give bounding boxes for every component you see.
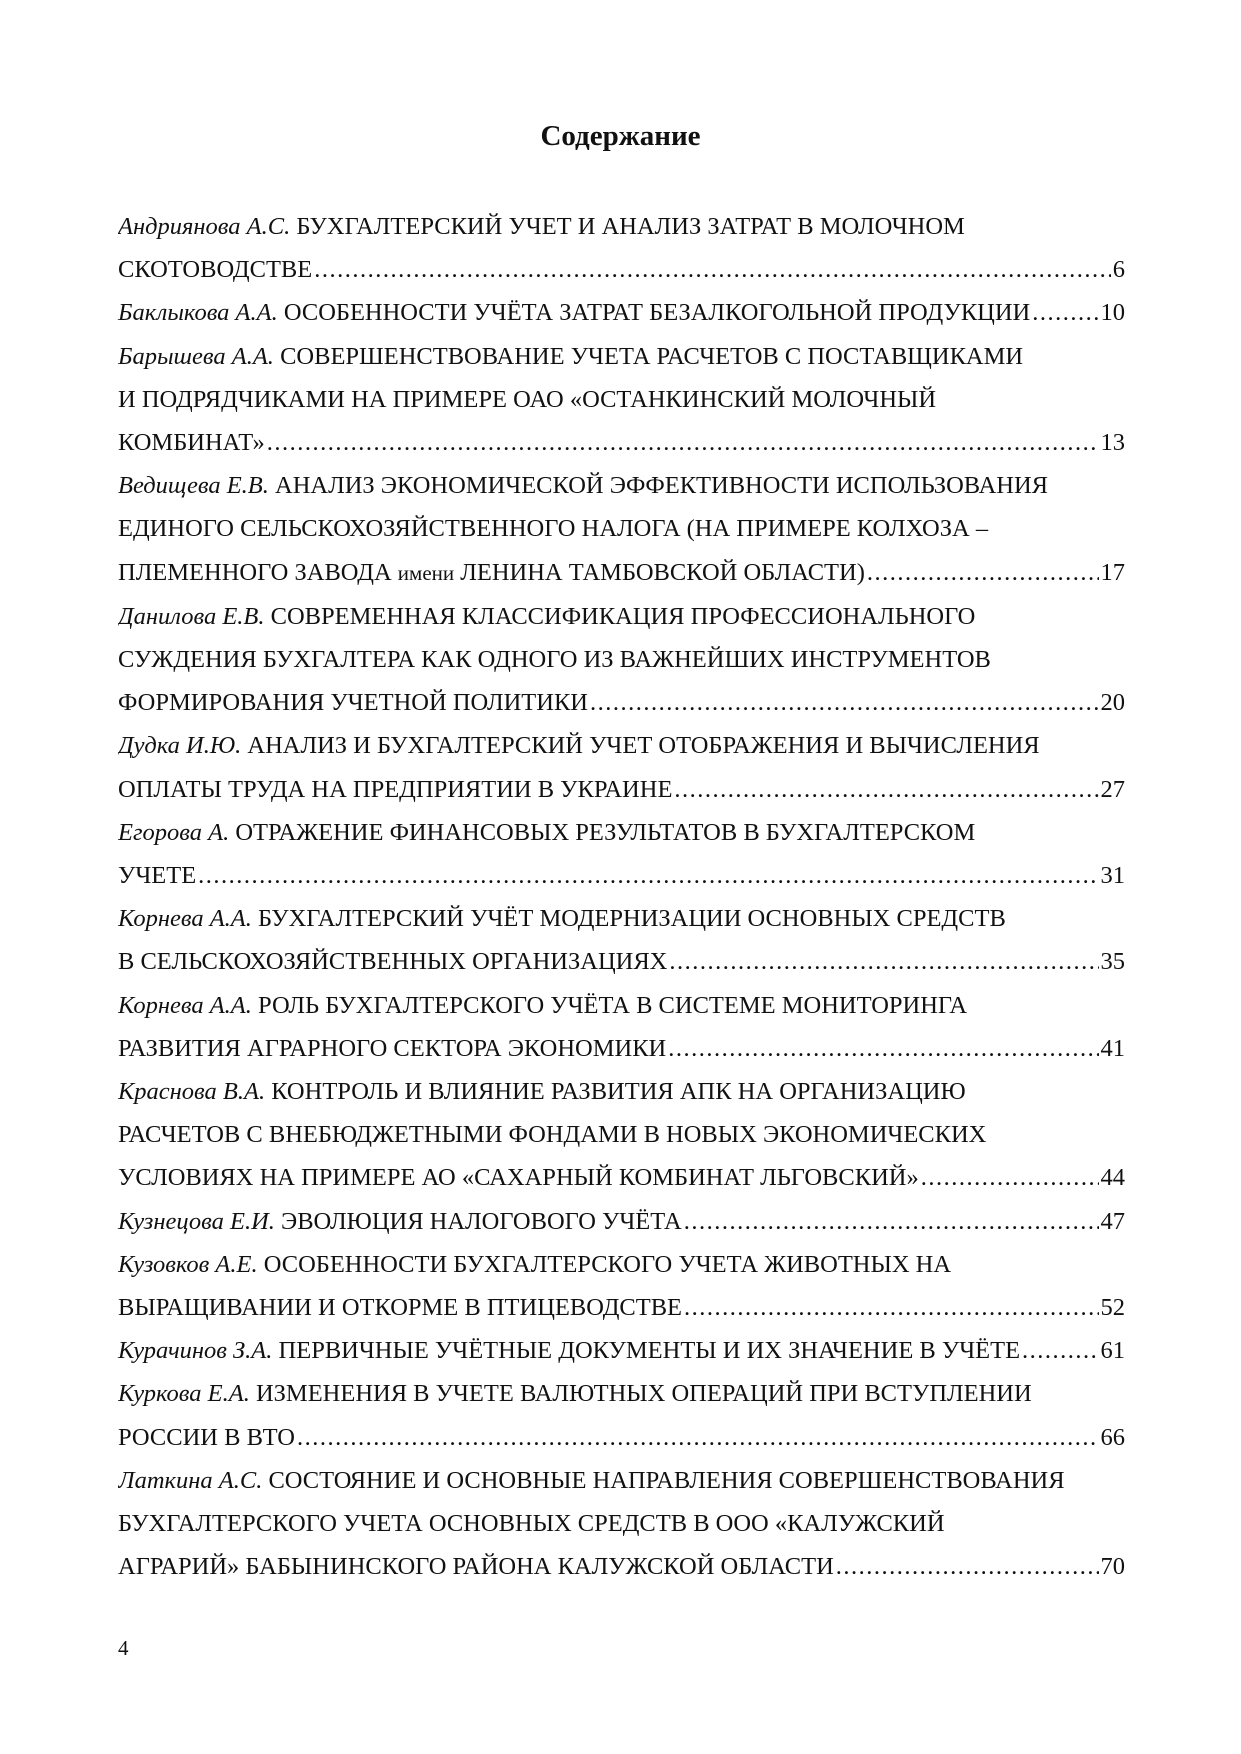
toc-entry-last-line: [118, 248, 1125, 291]
toc-entry-page-number: 44: [1100, 1164, 1125, 1192]
toc-entry-title-line: [118, 1329, 1020, 1372]
toc-entry-title: В СЕЛЬСКОХОЗЯЙСТВЕННЫХ ОРГАНИЗАЦИЯХ: [118, 948, 668, 976]
toc-entry-title: УЧЕТЕ: [118, 862, 197, 890]
toc-entry-title: УСЛОВИЯХ НА ПРИМЕРЕ АО «САХАРНЫЙ КОМБИНАТ ЛЬГОВСКИЙ»: [118, 1164, 919, 1192]
toc-entry[interactable]: [118, 1372, 1125, 1458]
toc-entry-title: АНАЛИЗ ЭКОНОМИЧЕСКОЙ ЭФФЕКТИВНОСТИ ИСПОЛЬЗОВАНИЯ: [275, 472, 1048, 500]
toc-entry-last-line: [118, 1156, 1125, 1199]
toc-entry[interactable]: [118, 1243, 1125, 1329]
toc-entry-last-line: [118, 291, 1125, 334]
toc-entry-title: ВЫРАЩИВАНИИ И ОТКОРМЕ В ПТИЦЕВОДСТВЕ: [118, 1294, 683, 1322]
toc-entry-last-line: [118, 1027, 1125, 1070]
toc-entry-title: ЛЕНИНА ТАМБОВСКОЙ ОБЛАСТИ): [460, 558, 865, 586]
toc-entry[interactable]: [118, 464, 1125, 595]
toc-entry-page-number: 27: [1100, 775, 1125, 803]
toc-entry[interactable]: [118, 724, 1125, 810]
toc-entry-last-line: [118, 551, 1125, 595]
toc-entry-last-line: [118, 1416, 1125, 1459]
toc-entry-page-number: 31: [1100, 862, 1125, 890]
toc-entry-author: Курачинов З.А.: [118, 1337, 273, 1365]
toc-entry-title: ОСОБЕННОСТИ БУХГАЛТЕРСКОГО УЧЕТА ЖИВОТНЫХ НА: [263, 1250, 952, 1278]
toc-entry-line: [118, 205, 1125, 248]
dot-leader: [1032, 291, 1098, 334]
toc-entry-last-line: [118, 940, 1125, 983]
toc-entry-line: [118, 897, 1125, 940]
toc-entry-line: [118, 1372, 1125, 1415]
toc-entry-last-line: [118, 854, 1125, 897]
dot-leader: [684, 1200, 1099, 1243]
toc-entry-author: Данилова Е.В.: [118, 602, 265, 630]
toc-entry-title: ЭВОЛЮЦИЯ НАЛОГОВОГО УЧЁТА: [281, 1207, 682, 1235]
dot-leader: [836, 1545, 1099, 1588]
toc-entry-title: имени: [397, 560, 455, 585]
dot-leader: [684, 1286, 1098, 1329]
toc-entry-title: ФОРМИРОВАНИЯ УЧЕТНОЙ ПОЛИТИКИ: [118, 689, 588, 717]
toc-entry-title: РОССИИ В ВТО: [118, 1423, 295, 1451]
toc-entry[interactable]: [118, 595, 1125, 725]
toc-entry-line: И ПОДРЯДЧИКАМИ НА ПРИМЕРЕ ОАО «ОСТАНКИНСКИЙ МОЛОЧНЫЙ: [118, 385, 937, 413]
toc-entry-author: Латкина А.С.: [118, 1466, 263, 1494]
toc-entry-last-line: [118, 1200, 1125, 1243]
dot-leader: [674, 768, 1098, 811]
toc-entry-title: БУХГАЛТЕРСКИЙ УЧЕТ И АНАЛИЗ ЗАТРАТ В МОЛОЧНОМ: [296, 213, 965, 240]
toc-entry-page-number: 47: [1100, 1207, 1125, 1235]
toc-entry-title: БУХГАЛТЕРСКИЙ УЧЁТ МОДЕРНИЗАЦИИ ОСНОВНЫХ СРЕДСТВ: [258, 905, 1006, 933]
toc-entry-title: ОТРАЖЕНИЕ ФИНАНСОВЫХ РЕЗУЛЬТАТОВ В БУХГАЛТЕРСКОМ: [235, 818, 976, 846]
toc-entry-author: Егорова А.: [118, 818, 230, 846]
toc-entry-line: [118, 335, 1125, 378]
toc-entry-line: [118, 1243, 1125, 1286]
toc-entry-line: [118, 464, 1125, 507]
toc-entry-title: СОСТОЯНИЕ И ОСНОВНЫЕ НАПРАВЛЕНИЯ СОВЕРШЕНСТВОВАНИЯ: [268, 1466, 1065, 1494]
toc-entry-page-number: 6: [1112, 256, 1125, 284]
toc-entry-page-number: 70: [1100, 1553, 1125, 1581]
toc-entry[interactable]: [118, 335, 1125, 465]
toc-entry-page-number: 52: [1100, 1294, 1125, 1322]
dot-leader: [590, 681, 1099, 724]
toc-entry[interactable]: [118, 205, 1125, 291]
dot-leader: [669, 940, 1098, 983]
toc-entry-title-line: [118, 291, 1030, 334]
toc-entry-last-line: [118, 768, 1125, 811]
toc-entry[interactable]: [118, 1329, 1125, 1372]
toc-entry-line: [118, 1459, 1125, 1502]
toc-entry-author: Ведищева Е.В.: [118, 472, 269, 500]
toc-entry-title: РАЗВИТИЯ АГРАРНОГО СЕКТОРА ЭКОНОМИКИ: [118, 1034, 667, 1062]
toc-entry-last-line: [118, 681, 1125, 724]
toc-entry-title: РОЛЬ БУХГАЛТЕРСКОГО УЧЁТА В СИСТЕМЕ МОНИТОРИНГА: [258, 991, 968, 1019]
toc-entry-title: СКОТОВОДСТВЕ: [118, 256, 313, 284]
toc-entry-last-line: [118, 1545, 1125, 1588]
toc-entry-page-number: 13: [1100, 429, 1125, 457]
toc-entry-title: ОСОБЕННОСТИ УЧЁТА ЗАТРАТ БЕЗАЛКОГОЛЬНОЙ ПРОДУКЦИИ: [283, 299, 1031, 327]
toc-entry-last-line: [118, 421, 1125, 464]
dot-leader: [668, 1027, 1098, 1070]
toc-entry-author: Корнева А.А.: [118, 991, 252, 1019]
toc-entry-title-line: [118, 1200, 682, 1243]
toc-entry-author: Корнева А.А.: [118, 905, 252, 933]
toc-entry-author: Куркова Е.А.: [118, 1380, 250, 1408]
toc-entry-title: ПЛЕМЕННОГО ЗАВОДА: [118, 558, 392, 586]
toc-entry-author: Дудка И.Ю.: [118, 732, 242, 760]
toc-entry[interactable]: [118, 1070, 1125, 1200]
dot-leader: [267, 421, 1099, 464]
toc-entry[interactable]: [118, 897, 1125, 983]
toc-entry-last-line: [118, 1286, 1125, 1329]
toc-entry-line: [118, 1070, 1125, 1113]
toc-entry-line: СУЖДЕНИЯ БУХГАЛТЕРА КАК ОДНОГО ИЗ ВАЖНЕЙШИХ ИНСТРУМЕНТОВ: [118, 646, 991, 674]
toc-entry-title-line: [118, 551, 865, 595]
toc-entry-line: [118, 595, 1125, 638]
toc-entry-title: СОВРЕМЕННАЯ КЛАССИФИКАЦИЯ ПРОФЕССИОНАЛЬНОГО: [270, 602, 976, 630]
toc-entry-title: ОПЛАТЫ ТРУДА НА ПРЕДПРИЯТИИ В УКРАИНЕ: [118, 775, 673, 803]
toc-entry-page-number: 35: [1100, 948, 1125, 976]
toc-entry-line: БУХГАЛТЕРСКОГО УЧЕТА ОСНОВНЫХ СРЕДСТВ В ООО «КАЛУЖСКИЙ: [118, 1510, 945, 1538]
page-number: 4: [118, 1636, 129, 1660]
dot-leader: [297, 1416, 1099, 1459]
table-of-contents: [118, 205, 1125, 1589]
toc-entry-title: КОМБИНАТ»: [118, 429, 265, 457]
toc-entry-page-number: 20: [1100, 689, 1125, 717]
toc-entry[interactable]: [118, 1459, 1125, 1589]
dot-leader: [314, 248, 1111, 291]
toc-entry-page-number: 41: [1100, 1034, 1125, 1062]
dot-leader: [921, 1156, 1099, 1199]
toc-entry-line: [118, 984, 1125, 1027]
dot-leader: [867, 551, 1099, 594]
toc-entry-title: АГРАРИЙ» БАБЫНИНСКОГО РАЙОНА КАЛУЖСКОЙ ОБЛАСТИ: [118, 1553, 834, 1581]
dot-leader: [1022, 1329, 1098, 1372]
toc-entry-title: СОВЕРШЕНСТВОВАНИЕ УЧЕТА РАСЧЕТОВ С ПОСТАВЩИКАМИ: [280, 342, 1024, 370]
toc-entry-title: ПЕРВИЧНЫЕ УЧЁТНЫЕ ДОКУМЕНТЫ И ИХ ЗНАЧЕНИЕ В УЧЁТЕ: [278, 1337, 1021, 1365]
toc-entry[interactable]: [118, 1200, 1125, 1243]
toc-entry-author: Краснова В.А.: [118, 1078, 266, 1106]
toc-entry-page-number: 10: [1100, 299, 1125, 327]
toc-entry-title: АНАЛИЗ И БУХГАЛТЕРСКИЙ УЧЕТ ОТОБРАЖЕНИЯ И ВЫЧИСЛЕНИЯ: [247, 732, 1040, 760]
toc-entry-page-number: 61: [1100, 1337, 1125, 1365]
toc-entry-line: РАСЧЕТОВ С ВНЕБЮДЖЕТНЫМИ ФОНДАМИ В НОВЫХ ЭКОНОМИЧЕСКИХ: [118, 1121, 987, 1149]
toc-entry-line: ЕДИНОГО СЕЛЬСКОХОЗЯЙСТВЕННОГО НАЛОГА (НА ПРИМЕРЕ КОЛХОЗА –: [118, 515, 989, 543]
toc-entry-line: [118, 811, 1125, 854]
page-title: Содержание: [540, 120, 701, 152]
toc-entry-title: КОНТРОЛЬ И ВЛИЯНИЕ РАЗВИТИЯ АПК НА ОРГАНИЗАЦИЮ: [271, 1078, 966, 1106]
dot-leader: [198, 854, 1098, 897]
toc-entry-author: Баклыкова А.А.: [118, 299, 278, 327]
toc-entry[interactable]: [118, 291, 1125, 334]
toc-entry-page-number: 17: [1100, 558, 1125, 586]
toc-entry-last-line: [118, 1329, 1125, 1372]
toc-entry-author: Кузнецова Е.И.: [118, 1207, 275, 1235]
toc-entry-author: Барышева А.А.: [118, 342, 274, 370]
toc-entry-author: Андриянова А.С.: [118, 213, 291, 240]
toc-entry[interactable]: [118, 984, 1125, 1070]
toc-entry-author: Кузовков А.Е.: [118, 1250, 258, 1278]
toc-entry-page-number: 66: [1100, 1423, 1125, 1451]
toc-entry-title: ИЗМЕНЕНИЯ В УЧЕТЕ ВАЛЮТНЫХ ОПЕРАЦИЙ ПРИ ВСТУПЛЕНИИ: [255, 1380, 1032, 1408]
toc-entry[interactable]: [118, 811, 1125, 897]
toc-entry-line: [118, 724, 1125, 767]
